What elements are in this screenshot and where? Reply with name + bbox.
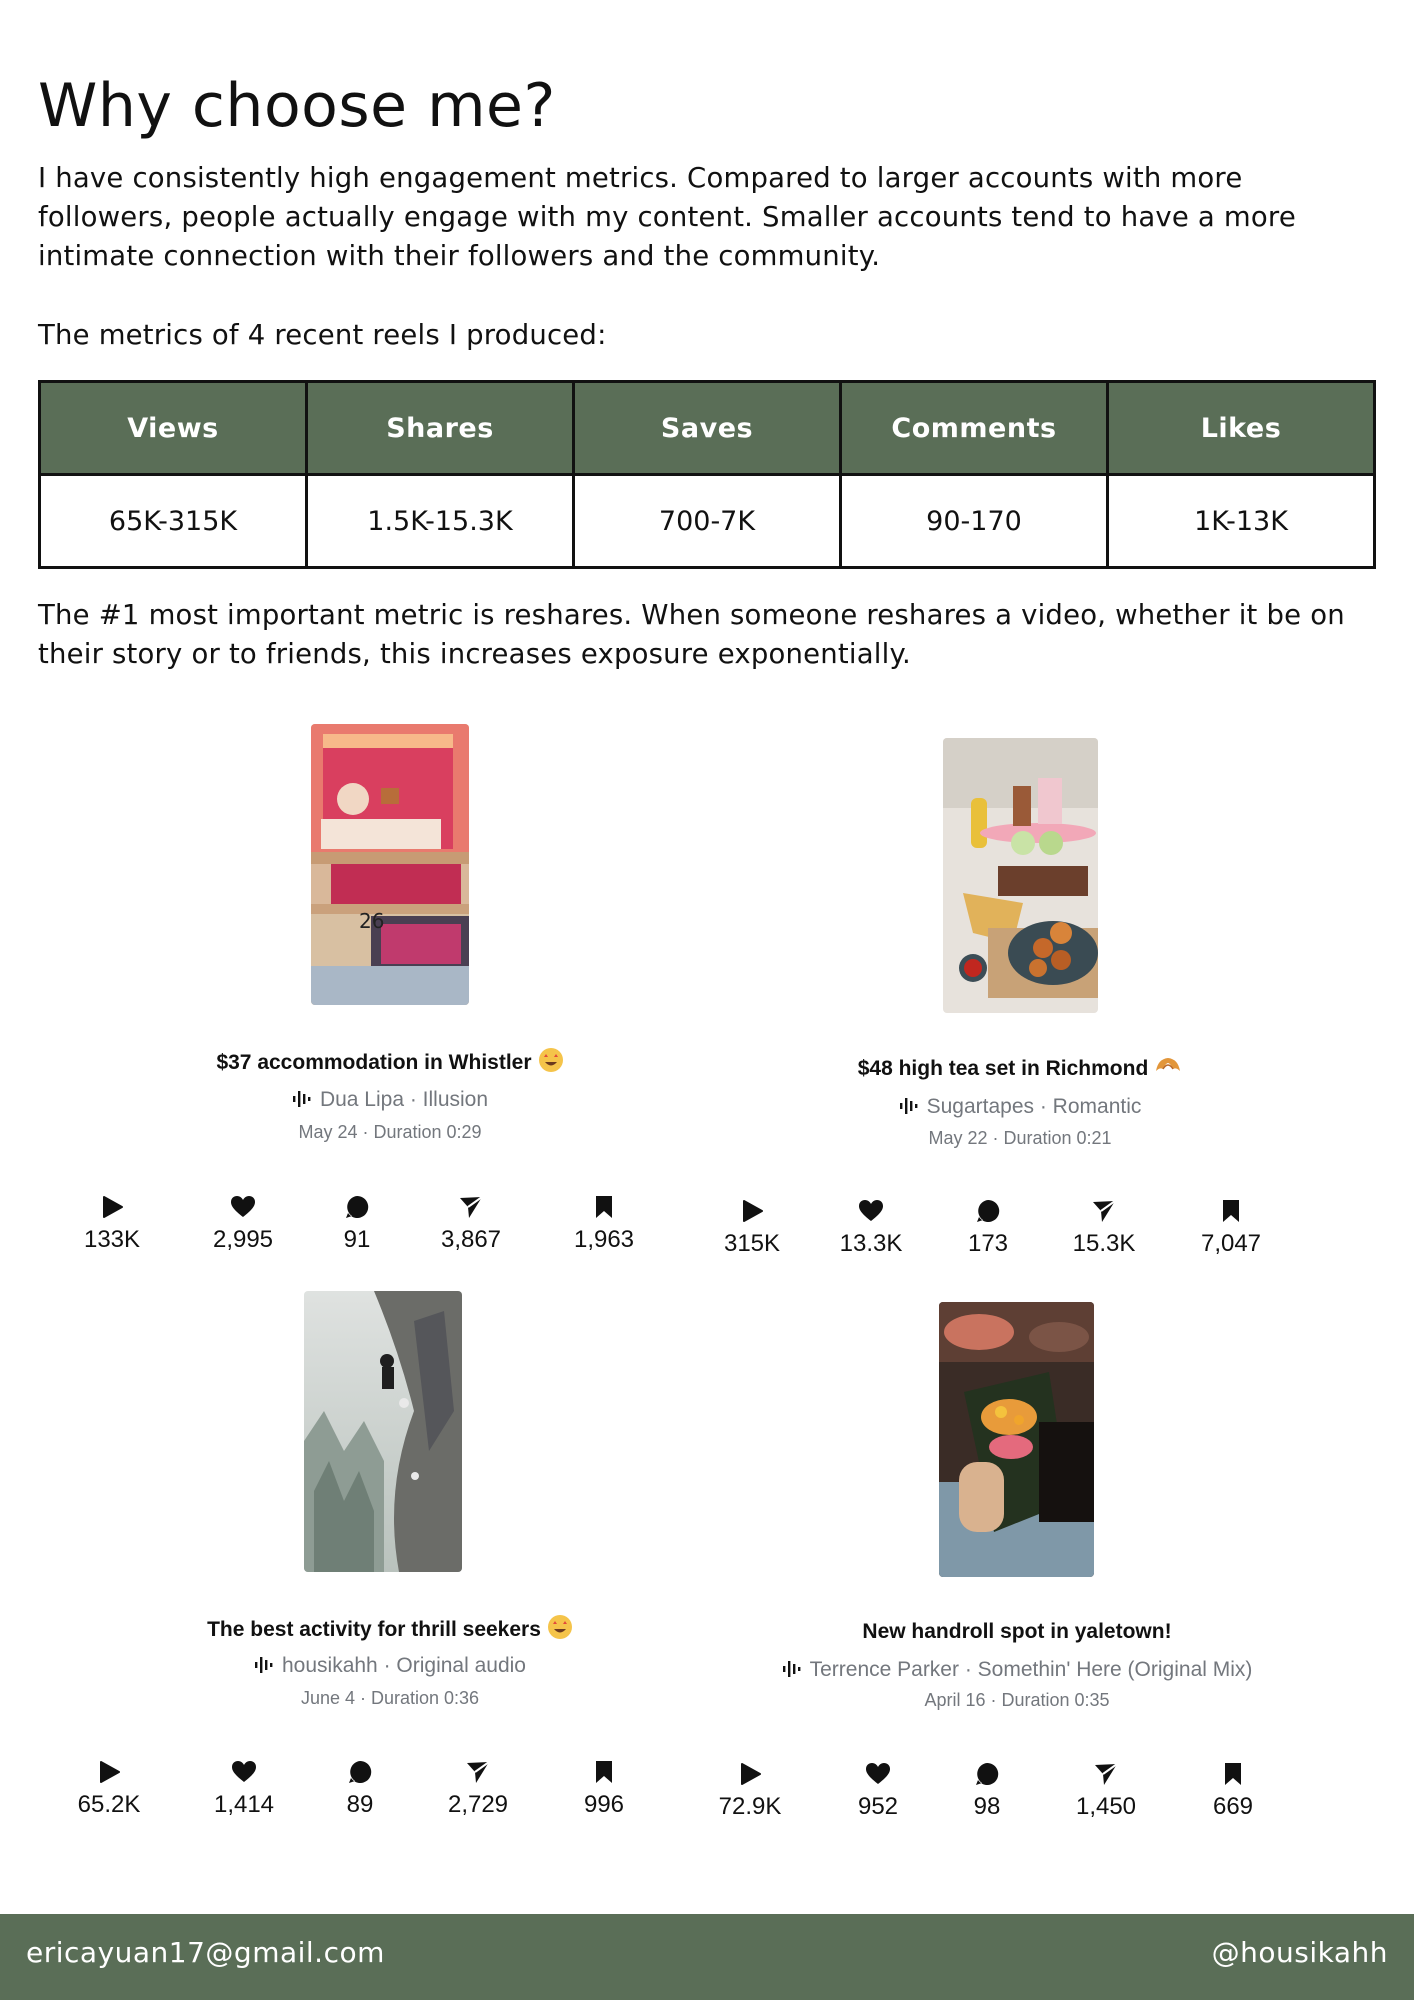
reel-audio-2: Sugartapes · Romantic [926,1095,1142,1118]
reel-card-1 [83,724,690,1264]
saves-stat: 1,963 [549,1194,659,1254]
comments-stat: 98 [932,1761,1042,1821]
reel-title-3: The best activity for thrill seekers [207,1618,541,1641]
reel-meta-4: April 16 · Duration 0:35 [924,1690,1110,1710]
reel-meta-3: June 4 · Duration 0:36 [300,1688,480,1708]
plays-stat: 315K [697,1198,807,1258]
saves-stat: 7,047 [1176,1198,1286,1258]
header-views: Views [40,382,307,475]
plays-stat: 133K [57,1194,167,1254]
reel-thumbnail-2[interactable] [943,738,1098,1013]
bookmark-icon [591,1194,617,1220]
header-likes: Likes [1108,382,1375,475]
send-icon [1093,1761,1119,1787]
reel-title-1: $37 accommodation in Whistler [216,1051,532,1074]
shares-stat: 15.3K [1049,1198,1159,1258]
likes-stat: 13.3K [816,1198,926,1258]
saves-stat: 996 [549,1759,659,1819]
play-icon [739,1198,765,1224]
likes-stat: 1,414 [189,1759,299,1819]
comment-bubble-icon [975,1198,1001,1224]
reel-thumbnail-1[interactable] [311,724,469,1005]
reel-audio-1: Dua Lipa · Illusion [319,1088,489,1111]
header-shares: Shares [307,382,574,475]
bookmark-icon [591,1759,617,1785]
reel-audio-4: Terrence Parker · Somethin' Here (Original Mix) [809,1658,1253,1681]
heart-icon [858,1198,884,1224]
croissant-emoji-icon [1154,1055,1182,1085]
play-icon [99,1194,125,1220]
metrics-lead-text: The metrics of 4 recent reels I produced: [38,319,607,351]
reel-thumbnail-3[interactable] [304,1291,462,1572]
comments-stat: 91 [302,1194,412,1254]
svg-text:26: 26 [359,909,385,933]
reel-meta-2: May 22 · Duration 0:21 [928,1128,1112,1148]
reel-card-2 [720,738,1320,1278]
shares-stat: 2,729 [423,1759,533,1819]
footer-bar [0,1914,1414,2000]
metrics-header-row [40,382,1375,475]
metrics-value-row [40,475,1375,568]
plays-stat: 72.9K [695,1761,805,1821]
reel-thumbnail-4[interactable] [939,1302,1094,1577]
social-handle[interactable]: @housikahh [1211,1936,1388,1969]
plays-stat: 65.2K [54,1759,164,1819]
comment-bubble-icon [974,1761,1000,1787]
heart-icon [231,1759,257,1785]
bookmark-icon [1220,1761,1246,1787]
metrics-table [38,380,1376,569]
shares-stat: 1,450 [1051,1761,1161,1821]
star-struck-emoji-icon [538,1047,564,1079]
likes-stat: 2,995 [188,1194,298,1254]
page-title: Why choose me? [38,71,556,141]
intro-paragraph: I have consistently high engagement metrics. Compared to larger accounts with more followers, people actually engage with my content. Smaller accounts tend to have a more intimate connection with their followers and the community. [38,162,1296,272]
value-views: 65K-315K [40,475,307,568]
value-saves: 700-7K [574,475,841,568]
heart-icon [230,1194,256,1220]
audio-waveform-icon [782,1660,802,1684]
send-icon [1091,1198,1117,1224]
reel-audio-3: housikahh · Original audio [282,1654,526,1677]
comments-stat: 89 [305,1759,415,1819]
value-shares: 1.5K-15.3K [307,475,574,568]
reel-card-4 [717,1302,1317,1842]
reel-title-4: New handroll spot in yaletown! [862,1620,1172,1643]
header-saves: Saves [574,382,841,475]
reel-card-3 [77,1291,690,1831]
reel-title-2: $48 high tea set in Richmond [857,1057,1149,1080]
play-icon [737,1761,763,1787]
audio-waveform-icon [899,1097,919,1121]
send-icon [465,1759,491,1785]
contact-email[interactable]: ericayuan17@gmail.com [26,1936,385,1969]
likes-stat: 952 [823,1761,933,1821]
comment-bubble-icon [347,1759,373,1785]
value-likes: 1K-13K [1108,475,1375,568]
audio-waveform-icon [254,1656,274,1680]
shares-stat: 3,867 [416,1194,526,1254]
star-struck-emoji-icon [547,1614,573,1646]
audio-waveform-icon [292,1090,312,1114]
play-icon [96,1759,122,1785]
saves-stat: 669 [1178,1761,1288,1821]
heart-icon [865,1761,891,1787]
comment-bubble-icon [344,1194,370,1220]
comments-stat: 173 [933,1198,1043,1258]
bookmark-icon [1218,1198,1244,1224]
header-comments: Comments [841,382,1108,475]
reel-meta-1: May 24 · Duration 0:29 [298,1122,482,1142]
send-icon [458,1194,484,1220]
reshares-note: The #1 most important metric is reshares. When someone reshares a video, whether it be on their story or to friends, this increases exposure exponentially. [38,599,1345,670]
value-comments: 90-170 [841,475,1108,568]
